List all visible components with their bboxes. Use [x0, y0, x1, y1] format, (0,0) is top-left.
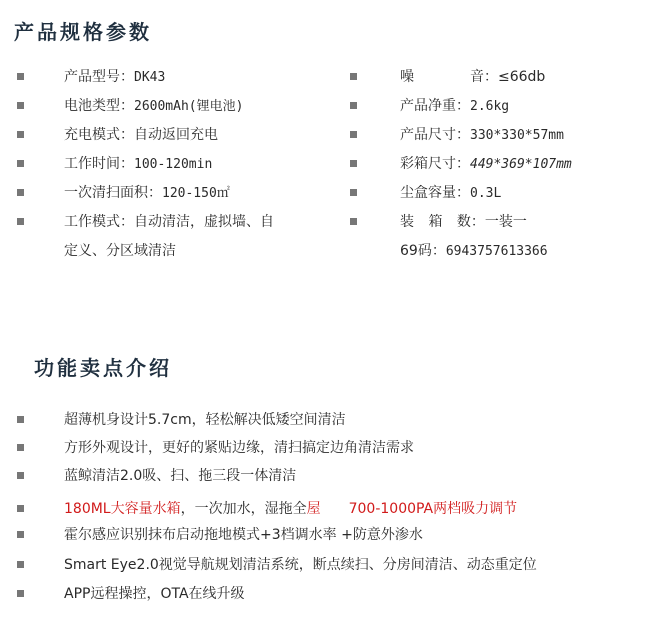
bullet-icon: [17, 102, 24, 109]
spec-area: 一次清扫面积：120-150㎡: [64, 185, 230, 201]
bullet-icon: [17, 218, 24, 225]
bullet-icon: [17, 416, 24, 423]
feature-item: 霍尔感应识别抹布启动拖地模式+3档调水率 +防意外渗水: [64, 527, 423, 543]
bullet-icon: [17, 160, 24, 167]
features-title: 功能卖点介绍: [34, 356, 172, 380]
spec-worktime: 工作时间：100-120min: [64, 156, 213, 172]
spec-charge: 充电模式：自动返回充电: [64, 127, 218, 143]
bullet-icon: [350, 218, 357, 225]
spec-pack: 装 箱 数：一装一: [400, 214, 527, 230]
bullet-icon: [350, 102, 357, 109]
bullet-icon: [17, 590, 24, 597]
bullet-icon: [17, 531, 24, 538]
bullet-icon: [17, 561, 24, 568]
spec-model: 产品型号：DK43: [64, 69, 166, 85]
specs-title: 产品规格参数: [14, 20, 152, 44]
bullet-icon: [17, 131, 24, 138]
bullet-icon: [17, 472, 24, 479]
bullet-icon: [350, 73, 357, 80]
feature-item: 蓝鲸清洁2.0吸、扫、拖三段一体清洁: [64, 468, 297, 484]
feature-item: Smart Eye2.0视觉导航规划清洁系统，断点续扫、分房间清洁、动态重定位: [64, 557, 537, 573]
spec-workmode-cont: 定义、分区域清洁: [64, 243, 176, 259]
bullet-icon: [17, 189, 24, 196]
spec-dustbin: 尘盒容量：0.3L: [400, 185, 502, 201]
spec-net-weight: 产品净重：2.6kg: [400, 98, 510, 114]
spec-code: 69码：6943757613366: [400, 243, 548, 259]
spec-box-size: 彩箱尺寸：449*369*107mm: [400, 156, 572, 172]
spec-noise: 噪 音：≤66db: [400, 69, 546, 85]
feature-item: 方形外观设计，更好的紧贴边缘，清扫搞定边角清洁需求: [64, 440, 414, 456]
bullet-icon: [350, 189, 357, 196]
feature-item: APP远程操控，OTA在线升级: [64, 586, 245, 602]
spec-size: 产品尺寸：330*330*57mm: [400, 127, 564, 143]
feature-item-highlight: 180ML大容量水箱，一次加水，湿拖全屋 700-1000PA两档吸力调节: [64, 501, 518, 517]
spec-battery: 电池类型：2600mAh(锂电池): [64, 98, 244, 114]
bullet-icon: [350, 131, 357, 138]
bullet-icon: [350, 160, 357, 167]
spec-workmode: 工作模式：自动清洁，虚拟墙、自: [64, 214, 274, 230]
bullet-icon: [17, 505, 24, 512]
bullet-icon: [17, 444, 24, 451]
feature-item: 超薄机身设计5.7cm，轻松解决低矮空间清洁: [64, 412, 346, 428]
bullet-icon: [17, 73, 24, 80]
